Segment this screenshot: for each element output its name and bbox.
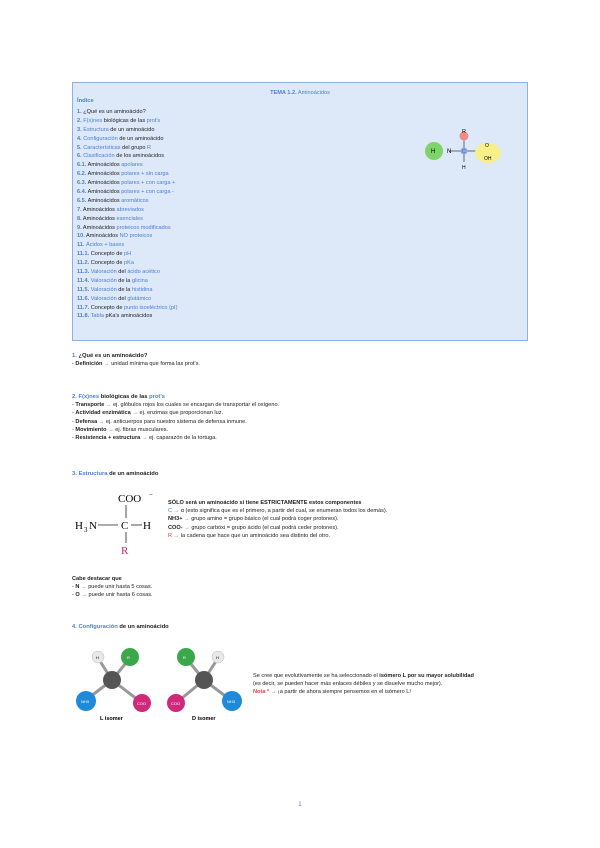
toc-item-text: Aminoácidos (82, 215, 115, 222)
section-2-num: 2. (72, 394, 77, 400)
function-item: - Transporte → ej. glóbulos rojos los cuales se encargan de transportar el oxígeno. (72, 402, 280, 409)
component-label: NH3+ (168, 516, 183, 523)
toc-item (77, 161, 177, 170)
toc-item (77, 268, 177, 277)
toc-item (77, 259, 177, 268)
toc-item-num: 6.4. (77, 189, 87, 196)
toc-item-num: 11.4. (77, 277, 90, 284)
structure-components (168, 507, 387, 540)
note-text: ¡a partir de ahora siempre pensemos en el isómero L! (277, 689, 411, 696)
toc-title (73, 90, 527, 96)
toc-item-text: Aminoácidos (82, 224, 115, 231)
toc-item-num: 6. (77, 153, 82, 160)
structure-description (168, 499, 387, 540)
toc-item-highlight: Estructura (83, 126, 109, 133)
toc-item (77, 304, 177, 313)
function-label: Defensa (75, 418, 98, 425)
toc-item-num: 11.5. (77, 286, 90, 293)
toc-item-highlight: Tabla (90, 313, 104, 320)
cabe-heading: Cabe destacar que (72, 576, 122, 582)
component-line (168, 524, 387, 532)
toc-item-highlight: Valoración (90, 277, 117, 284)
function-label: Resistencia + estructura (75, 435, 141, 442)
toc-item-text: Concepto de (90, 251, 123, 258)
definition-text: unidad mínima que forma las prot's. (111, 361, 200, 368)
arrow-icon: → (184, 516, 190, 523)
cabe-note: - O → puede unir hasta 6 cosas. (72, 592, 153, 599)
page-number: 1 (298, 801, 302, 808)
function-label: Transporte (75, 402, 105, 409)
toc-item (77, 232, 177, 241)
d-isomer-label: D isomer (192, 716, 216, 722)
formula-r: R (121, 545, 129, 557)
formula-c: C (121, 520, 129, 532)
formula-sub3: 3 (84, 526, 88, 534)
toc-item-num: 11. (77, 242, 85, 249)
toc-item-text: del (118, 295, 126, 302)
toc-item-highlight: Valoración (90, 295, 117, 302)
function-text: ej. anticuerpos para nuestro sistema de defensa inmune. (105, 418, 247, 425)
section-1-num: 1. (72, 353, 77, 359)
toc-item (77, 215, 177, 224)
toc-title-prefix: TEMA 1.2. (270, 90, 297, 96)
toc-item-num: 11.1. (77, 251, 90, 258)
svg-text:NH3: NH3 (81, 699, 90, 704)
toc-item-text: Aminoácidos (87, 171, 120, 178)
toc-item-highlight-end: polares + sin carga (121, 171, 169, 178)
function-text: ej. caparazón de la tortuga. (148, 435, 217, 442)
toc-item-highlight-end: glutámico (127, 295, 152, 302)
toc-item-highlight-end: R (147, 144, 152, 151)
section-3-title-a: Estructura (78, 471, 108, 477)
toc-item-num: 6.3. (77, 180, 87, 187)
toc-item-text: Aminoácidos (87, 189, 120, 196)
toc-item (77, 179, 177, 188)
arrow-icon: → (81, 584, 87, 591)
section-4-title-a: Configuración (78, 624, 118, 630)
component-text: α (esto significa que es el primero, a partir del cual, se enumeran todos los demás). (180, 508, 388, 515)
formula-h: H (75, 520, 83, 532)
cabe-note-label: O (75, 592, 80, 599)
mol-n: N (447, 149, 452, 155)
toc-item-text: ¿Qué es un aminoácido? (83, 109, 146, 115)
configuration-description (253, 672, 533, 697)
component-line (168, 532, 387, 540)
toc-item-text: de un aminoácido (119, 135, 164, 142)
section-2-title-b: biológicas de las (100, 394, 148, 400)
cabe-note-text: puede unir hasta 5 cosas. (88, 584, 153, 591)
toc-item-text: Concepto de (90, 260, 123, 267)
section-3-num: 3. (72, 471, 77, 477)
toc-item-highlight-end: proteicos modificados (116, 224, 171, 231)
toc-item-highlight: Configuración (83, 135, 118, 142)
formula-n: N (89, 520, 97, 532)
arrow-icon: → (173, 532, 180, 539)
component-line (168, 507, 387, 515)
section-2-title (72, 393, 279, 401)
toc-item-highlight-end: ácido acético (127, 269, 160, 276)
section-4-title (72, 623, 169, 631)
toc-item-num: 8. (77, 215, 82, 222)
toc-item-highlight-end: aromáticos (121, 197, 149, 204)
config-line-1 (253, 672, 533, 680)
arrow-icon: → (105, 402, 112, 409)
section-1-title (72, 352, 200, 360)
toc-item-text: de la (118, 277, 131, 284)
mol-o: O (485, 143, 489, 149)
toc-item-text: Aminoácidos (86, 233, 119, 240)
toc-item-num: 6.5. (77, 197, 87, 204)
toc-item-num: 9. (77, 224, 82, 231)
config-note (253, 688, 533, 696)
toc-item (77, 126, 177, 135)
d-isomer-model (167, 648, 242, 722)
cabe-destacar (72, 575, 153, 600)
mol-h: H (431, 149, 436, 155)
toc-item-text: del grupo (122, 144, 146, 151)
toc-item (77, 312, 177, 321)
arrow-icon: → (270, 689, 277, 696)
toc-list (77, 108, 177, 321)
arrow-icon: → (98, 418, 105, 425)
toc-item-highlight-end: apolares (121, 162, 143, 169)
mol-r: R (462, 129, 466, 135)
toc-item (77, 224, 177, 233)
svg-text:R: R (183, 655, 186, 660)
function-item: - Actividad enzimática → ej. enzimas que proporcionan luz. (72, 410, 224, 417)
toc-indice: Índice (77, 98, 94, 104)
svg-text:NH3: NH3 (227, 699, 236, 704)
svg-text:COO: COO (171, 701, 181, 706)
function-item: - Defensa → ej. anticuerpos para nuestro sistema de defensa inmune. (72, 418, 247, 425)
arrow-icon: → (184, 524, 190, 531)
toc-item-text: del (118, 269, 126, 276)
section-3-title-b: de un aminoácido (109, 471, 159, 477)
definition-label: Definición (75, 361, 103, 368)
arrow-icon: → (132, 410, 138, 417)
toc-item (77, 197, 177, 206)
toc-title-rest: Aminoácidos (297, 90, 330, 96)
toc-item (77, 108, 177, 117)
toc-item-highlight-end: pH (124, 251, 132, 258)
formula-minus: − (149, 491, 153, 499)
toc-item-highlight-end: glicina (131, 277, 148, 284)
toc-item-text: pKa's aminoácidos (105, 313, 153, 320)
mol-h2: H (462, 165, 466, 171)
formula-coo: COO (118, 493, 142, 505)
toc-item-num: 11.7. (77, 304, 90, 311)
svg-text:H: H (96, 655, 99, 660)
component-label: R (168, 532, 173, 539)
section-1 (72, 352, 200, 368)
toc-item-num: 11.8. (77, 313, 90, 320)
component-line (168, 515, 387, 523)
component-text: grupo carbóxi = grupo ácido (el cual podrá ceder protones). (191, 524, 339, 531)
toc-item-num: 6.2. (77, 171, 87, 178)
toc-item-text: Concepto de (90, 304, 123, 311)
toc-item (77, 286, 177, 295)
toc-item-highlight-end: NO proteicos (119, 233, 153, 240)
toc-item-num: 11.3. (77, 269, 90, 276)
toc-item-num: 1. (77, 109, 82, 115)
note-label: Nota * (253, 689, 270, 696)
toc-item-highlight: F(x)nes (83, 117, 103, 124)
toc-item-highlight-end: histidina (131, 286, 153, 293)
section-4-title-b: de un aminoácido (119, 624, 169, 630)
toc-item (77, 241, 177, 250)
toc-item (77, 250, 177, 259)
section-1-heading: ¿Qué es un aminoácido? (78, 353, 148, 359)
toc-item-num: 11.2. (77, 260, 90, 267)
toc-item (77, 295, 177, 304)
arrow-icon: → (81, 592, 87, 599)
arrow-icon: → (108, 426, 114, 433)
component-text: la cadena que hace que un aminoácido sea distinto del otro. (180, 532, 331, 539)
toc-item (77, 277, 177, 286)
component-label: C (168, 508, 173, 515)
function-text: ej. enzimas que proporcionan luz. (139, 410, 224, 417)
toc-item-num: 11.6. (77, 295, 90, 302)
toc-item-text: de un aminoácido (110, 126, 155, 133)
structure-heading: SÓLO será un aminoácido si tiene ESTRICTAMENTE estos componentes (168, 500, 362, 506)
svg-text:R: R (127, 655, 130, 660)
function-label: Movimiento (75, 426, 107, 433)
amino-acid-diagram (423, 125, 503, 175)
section-2-title-c: prot's (149, 394, 165, 400)
component-text: grupo amino = grupo básico (el cual podrá coger protones). (191, 516, 339, 523)
toc-item (77, 144, 177, 153)
cabe-notes (72, 583, 153, 599)
config-text-1b: isómero L por su mayor solubilidad (379, 673, 474, 679)
toc-item-highlight: Valoración (90, 286, 117, 293)
cabe-note: - N → puede unir hasta 5 cosas. (72, 584, 153, 591)
function-item: - Movimiento → ej. fibras musculares. (72, 426, 169, 433)
toc-item (77, 170, 177, 179)
toc-item-text: Aminoácidos (82, 206, 115, 213)
toc-item-num: 5. (77, 144, 82, 151)
section-2-title-a: F(x)nes (78, 394, 100, 400)
arrow-icon: → (141, 435, 148, 442)
config-text-2: (es decir, se pueden hacer más enlaces débiles y se disuelve mucho mejor). (253, 681, 443, 688)
section-4-num: 4. (72, 624, 77, 630)
toc-item-highlight: Características (83, 144, 121, 151)
arrow-icon: → (173, 508, 180, 515)
toc-item (77, 206, 177, 215)
toc-item-text: Aminoácidos (87, 162, 120, 169)
toc-item-text: Aminoácidos (87, 197, 120, 204)
toc-box (72, 82, 528, 341)
toc-item-highlight-end: polares + con carga - (121, 189, 174, 196)
toc-item-num: 10. (77, 233, 85, 240)
amino-acid-structure-formula (72, 490, 162, 558)
toc-item-highlight: Clasificación (83, 153, 115, 160)
function-item: - Resistencia + estructura → ej. caparazón de la tortuga. (72, 435, 217, 442)
mol-c: C (462, 149, 466, 155)
toc-item-highlight: Ácidos + bases (86, 242, 125, 249)
toc-item (77, 152, 177, 161)
function-text: ej. glóbulos rojos los cuales se encargan de transportar el oxígeno. (113, 402, 280, 409)
function-label: Actividad enzimática (75, 410, 131, 417)
toc-item-num: 4. (77, 135, 82, 142)
toc-item-highlight-end: pKa (124, 260, 134, 267)
l-isomer-model (76, 648, 151, 722)
section-3-title (72, 470, 158, 478)
toc-item-text: de la (118, 286, 131, 293)
toc-item (77, 188, 177, 197)
toc-item (77, 117, 177, 126)
cabe-note-text: puede unir hasta 6 cosas. (88, 592, 153, 599)
toc-item-highlight-end: esenciales (116, 215, 143, 222)
isomer-models (72, 640, 252, 722)
toc-item-highlight-end: polares + con carga + (121, 180, 176, 187)
config-text-1a: Se cree que evolutivamente se ha seleccionado el (253, 673, 378, 679)
toc-item-num: 3. (77, 126, 82, 133)
cabe-note-label: N (75, 584, 80, 591)
svg-text:H: H (216, 655, 219, 660)
toc-item-text: de los aminoácidos (116, 153, 165, 160)
functions-list (72, 401, 279, 442)
formula-h-right: H (143, 520, 151, 532)
toc-item-text: biológicas de las (103, 117, 146, 124)
toc-item-highlight-end: abreviados (116, 206, 144, 213)
mol-oh: OH (484, 156, 492, 162)
arrow-icon: → (104, 361, 110, 368)
toc-item-highlight-end: punto isoeléctrico (pI) (124, 304, 178, 311)
toc-item (77, 135, 177, 144)
function-text: ej. fibras musculares. (115, 426, 169, 433)
toc-item-num: 6.1. (77, 162, 87, 169)
toc-item-num: 2. (77, 117, 82, 124)
l-isomer-label: L isomer (100, 716, 123, 722)
definition-line: - Definición → unidad mínima que forma las prot's. (72, 361, 200, 368)
toc-item-highlight-end: prot's (146, 117, 161, 124)
toc-item-highlight: Valoración (90, 269, 117, 276)
component-label: COO- (168, 524, 183, 531)
section-2 (72, 393, 279, 442)
toc-item-num: 7. (77, 206, 82, 213)
toc-item-text: Aminoácidos (87, 180, 120, 187)
svg-text:COO: COO (137, 701, 147, 706)
